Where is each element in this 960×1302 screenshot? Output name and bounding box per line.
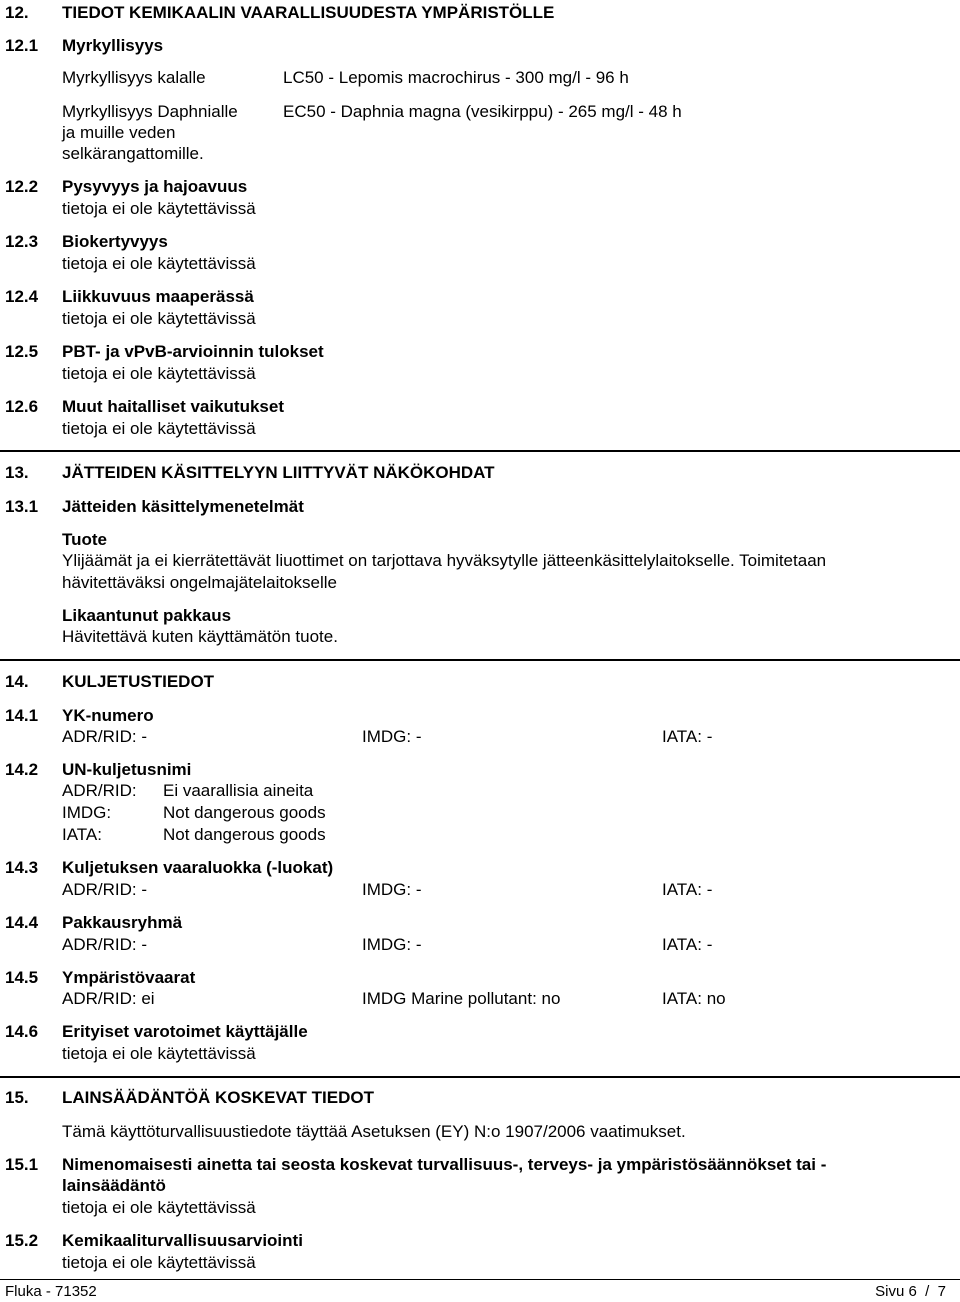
daphnia-toxicity-label-line2: ja muille veden xyxy=(62,123,176,142)
shipping-name-label: ADR/RID: xyxy=(62,781,137,800)
fish-toxicity-label: Myrkyllisyys kalalle xyxy=(62,68,206,87)
env-hazard-iata: IATA: no xyxy=(662,989,726,1008)
section-13-1-title: Jätteiden käsittelymenetelmät xyxy=(62,497,304,516)
packing-group-adr: ADR/RID: - xyxy=(62,935,147,954)
section-12-3-text: tietoja ei ole käytettävissä xyxy=(62,254,256,273)
packaging-label: Likaantunut pakkaus xyxy=(62,606,232,625)
shipping-name-value: Ei vaarallisia aineita xyxy=(163,781,314,800)
section-14-4-title: Pakkausryhmä xyxy=(62,913,183,932)
shipping-name-value: Not dangerous goods xyxy=(163,803,326,822)
section-14-6-text: tietoja ei ole käytettävissä xyxy=(62,1044,256,1063)
section-15-1-title-line2: lainsäädäntö xyxy=(62,1176,166,1195)
fish-toxicity-value: LC50 - Lepomis macrochirus - 300 mg/l - 96 h xyxy=(283,68,629,87)
footer-product: Fluka - 71352 xyxy=(5,1283,97,1300)
daphnia-toxicity-label-line1: Myrkyllisyys Daphnialle xyxy=(62,102,238,121)
env-hazard-imdg: IMDG Marine pollutant: no xyxy=(362,989,561,1008)
section-12-6-title: Muut haitalliset vaikutukset xyxy=(62,397,284,416)
section-15-number: 15. xyxy=(5,1088,29,1107)
section-12-2-number: 12.2 xyxy=(5,177,39,196)
section-13-title: JÄTTEIDEN KÄSITTELYYN LIITTYVÄT NÄKÖKOHDAT xyxy=(62,463,495,482)
section-12-6-number: 12.6 xyxy=(5,397,39,416)
section-12-4-number: 12.4 xyxy=(5,287,39,306)
footer-divider xyxy=(0,1279,960,1280)
section-14-5-number: 14.5 xyxy=(5,968,39,987)
section-12-number: 12. xyxy=(5,3,29,22)
section-14-1-title: YK-numero xyxy=(62,706,154,725)
section-divider xyxy=(0,1076,960,1078)
section-15-2-text: tietoja ei ole käytettävissä xyxy=(62,1253,256,1272)
section-12-1-number: 12.1 xyxy=(5,36,39,55)
section-12-title: TIEDOT KEMIKAALIN VAARALLISUUDESTA YMPÄRISTÖLLE xyxy=(62,3,555,22)
product-text-line2: hävitettäväksi ongelmajätelaitokselle xyxy=(62,573,337,592)
section-12-3-title: Biokertyvyys xyxy=(62,232,168,251)
section-12-4-text: tietoja ei ole käytettävissä xyxy=(62,309,256,328)
section-14-title: KULJETUSTIEDOT xyxy=(62,672,215,691)
section-12-1-title: Myrkyllisyys xyxy=(62,36,164,55)
section-divider xyxy=(0,659,960,661)
shipping-name-label: IMDG: xyxy=(62,803,112,822)
section-14-1-number: 14.1 xyxy=(5,706,39,725)
daphnia-toxicity-label-line3: selkärangattomille. xyxy=(62,144,204,163)
section-15-1-title-line1: Nimenomaisesti ainetta tai seosta koskevat turvallisuus-, terveys- ja ympäristösäännökset tai - xyxy=(62,1155,827,1174)
section-12-5-number: 12.5 xyxy=(5,342,39,361)
section-14-6-number: 14.6 xyxy=(5,1022,39,1041)
product-label: Tuote xyxy=(62,530,108,549)
product-text-line1: Ylijäämät ja ei kierrätettävät liuottimet on tarjottava hyväksytylle jätteenkäsittelylaitokselle. Toimitetaan xyxy=(62,551,827,570)
section-14-2-title: UN-kuljetusnimi xyxy=(62,760,192,779)
env-hazard-adr: ADR/RID: ei xyxy=(62,989,155,1008)
section-13-1-number: 13.1 xyxy=(5,497,39,516)
section-12-5-text: tietoja ei ole käytettävissä xyxy=(62,364,256,383)
shipping-name-label: IATA: xyxy=(62,825,102,844)
section-12-3-number: 12.3 xyxy=(5,232,39,251)
section-14-3-number: 14.3 xyxy=(5,858,39,877)
hazard-class-imdg: IMDG: - xyxy=(362,880,422,899)
packing-group-imdg: IMDG: - xyxy=(362,935,422,954)
section-12-2-title: Pysyvyys ja hajoavuus xyxy=(62,177,248,196)
section-14-4-number: 14.4 xyxy=(5,913,39,932)
un-number-imdg: IMDG: - xyxy=(362,727,422,746)
footer-page-number: Sivu 6 / 7 xyxy=(875,1283,946,1300)
section-15-1-text: tietoja ei ole käytettävissä xyxy=(62,1198,256,1217)
section-14-6-title: Erityiset varotoimet käyttäjälle xyxy=(62,1022,308,1041)
section-12-5-title: PBT- ja vPvB-arvioinnin tulokset xyxy=(62,342,324,361)
section-12-4-title: Liikkuvuus maaperässä xyxy=(62,287,254,306)
section-15-2-title: Kemikaaliturvallisuusarviointi xyxy=(62,1231,303,1250)
hazard-class-iata: IATA: - xyxy=(662,880,713,899)
section-15-title: LAINSÄÄDÄNTÖÄ KOSKEVAT TIEDOT xyxy=(62,1088,374,1107)
hazard-class-adr: ADR/RID: - xyxy=(62,880,147,899)
section-15-1-number: 15.1 xyxy=(5,1155,39,1174)
section-divider xyxy=(0,450,960,452)
un-number-adr: ADR/RID: - xyxy=(62,727,147,746)
section-14-2-number: 14.2 xyxy=(5,760,39,779)
packaging-text: Hävitettävä kuten käyttämätön tuote. xyxy=(62,627,338,646)
section-15-intro: Tämä käyttöturvallisuustiedote täyttää Asetuksen (EY) N:o 1907/2006 vaatimukset. xyxy=(62,1122,686,1141)
section-13-number: 13. xyxy=(5,463,29,482)
section-12-6-text: tietoja ei ole käytettävissä xyxy=(62,419,256,438)
packing-group-iata: IATA: - xyxy=(662,935,713,954)
daphnia-toxicity-value: EC50 - Daphnia magna (vesikirppu) - 265 mg/l - 48 h xyxy=(283,102,682,121)
un-number-iata: IATA: - xyxy=(662,727,713,746)
section-14-number: 14. xyxy=(5,672,29,691)
section-14-5-title: Ympäristövaarat xyxy=(62,968,196,987)
section-14-3-title: Kuljetuksen vaaraluokka (-luokat) xyxy=(62,858,334,877)
shipping-name-value: Not dangerous goods xyxy=(163,825,326,844)
section-15-2-number: 15.2 xyxy=(5,1231,39,1250)
section-12-2-text: tietoja ei ole käytettävissä xyxy=(62,199,256,218)
